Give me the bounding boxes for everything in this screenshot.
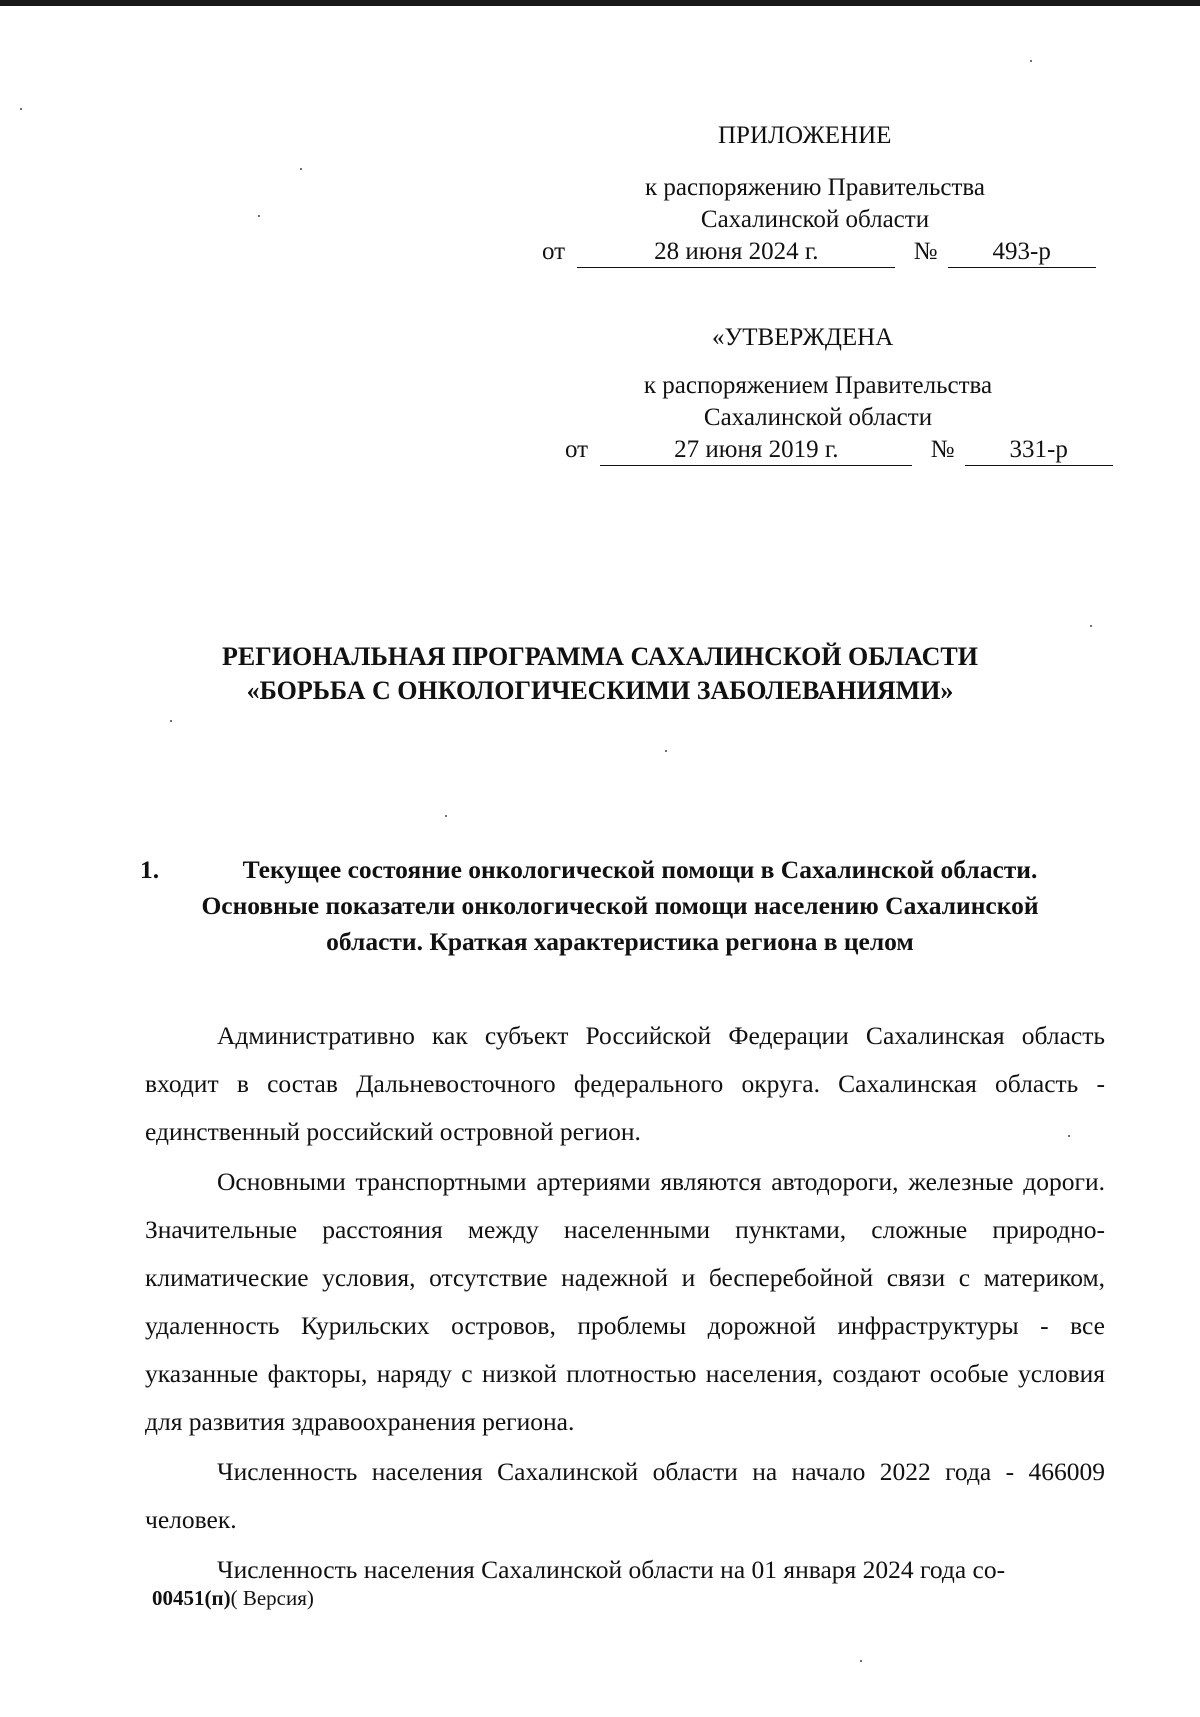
scan-speck (1030, 60, 1032, 62)
document-footer (152, 1586, 314, 1611)
paragraph: Основными транспортными артериями являются автодороги, железные дороги. Значительные расстояния между населенными пунктами, сложные природно-климатические условия, отсутствие надежной и бесперебойной связи с материком, удаленность Курильских островов, проблемы дорожной инфраструктуры - все указанные факторы, наряду с низкой плотностью населения, создают особые условия для развития здравоохранения региона. (145, 1167, 1105, 1436)
appendix-number-label: № (913, 238, 938, 265)
page-top-edge (0, 0, 1200, 6)
approval-from-label: от (565, 436, 589, 463)
appendix-order-line-1: к распоряжению Правительства (644, 174, 985, 201)
appendix-from-label: от (542, 238, 566, 265)
appendix-date: 28 июня 2024 г. (577, 238, 895, 268)
approval-title: «УТВЕРЖДЕНА (712, 324, 894, 351)
approval-number-label: № (930, 436, 955, 463)
program-title-line-1: РЕГИОНАЛЬНАЯ ПРОГРАММА САХАЛИНСКОЙ ОБЛАСТИ (222, 642, 978, 671)
approval-order-line-2: Сахалинской области (703, 404, 933, 431)
document-version: ( Версия) (230, 1586, 314, 1610)
approval-date: 27 июня 2019 г. (600, 436, 912, 466)
scan-speck (665, 750, 667, 752)
paragraph: Численность населения Сахалинской области на 01 января 2024 года со- (217, 1555, 1006, 1584)
paragraph: Административно как субъект Российской Федерации Сахалинская область входит в состав Дальневосточного федерального округа. Сахалинская область - единственный российский островной регион. (145, 1021, 1105, 1146)
scan-speck (445, 815, 447, 817)
section-heading-line-1: Текущее состояние онкологической помощи в Сахалинской области. (242, 855, 1038, 884)
section-heading-line-2: Основные показатели онкологической помощи населению Сахалинской (201, 891, 1039, 920)
approval-date-row (565, 434, 1113, 466)
section-heading-line-3: области. Краткая характеристика региона в целом (326, 927, 914, 956)
approval-number: 331-р (965, 436, 1113, 466)
appendix-title: ПРИЛОЖЕНИЕ (718, 122, 892, 149)
program-title-line-2: «БОРЬБА С ОНКОЛОГИЧЕСКИМИ ЗАБОЛЕВАНИЯМИ» (246, 676, 954, 705)
scan-speck (1068, 1135, 1070, 1137)
document-code: 00451(п) (152, 1586, 231, 1610)
scan-speck (170, 720, 172, 722)
section-number: 1. (140, 855, 160, 884)
program-title (120, 640, 1080, 708)
paragraph: Численность населения Сахалинской области на начало 2022 года - 466009 человек. (145, 1457, 1105, 1534)
approval-order-line-1: к распоряжением Правительства (643, 372, 993, 399)
appendix-number: 493-р (948, 238, 1096, 268)
scan-speck (860, 1660, 862, 1662)
scan-speck (300, 168, 302, 170)
scan-speck (20, 108, 22, 110)
body-text (145, 1012, 1105, 1594)
appendix-date-row (542, 236, 1096, 268)
scan-speck (1090, 625, 1092, 627)
scan-speck (258, 215, 260, 217)
appendix-order-line-2: Сахалинской области (700, 206, 930, 233)
section-heading (140, 852, 1100, 960)
